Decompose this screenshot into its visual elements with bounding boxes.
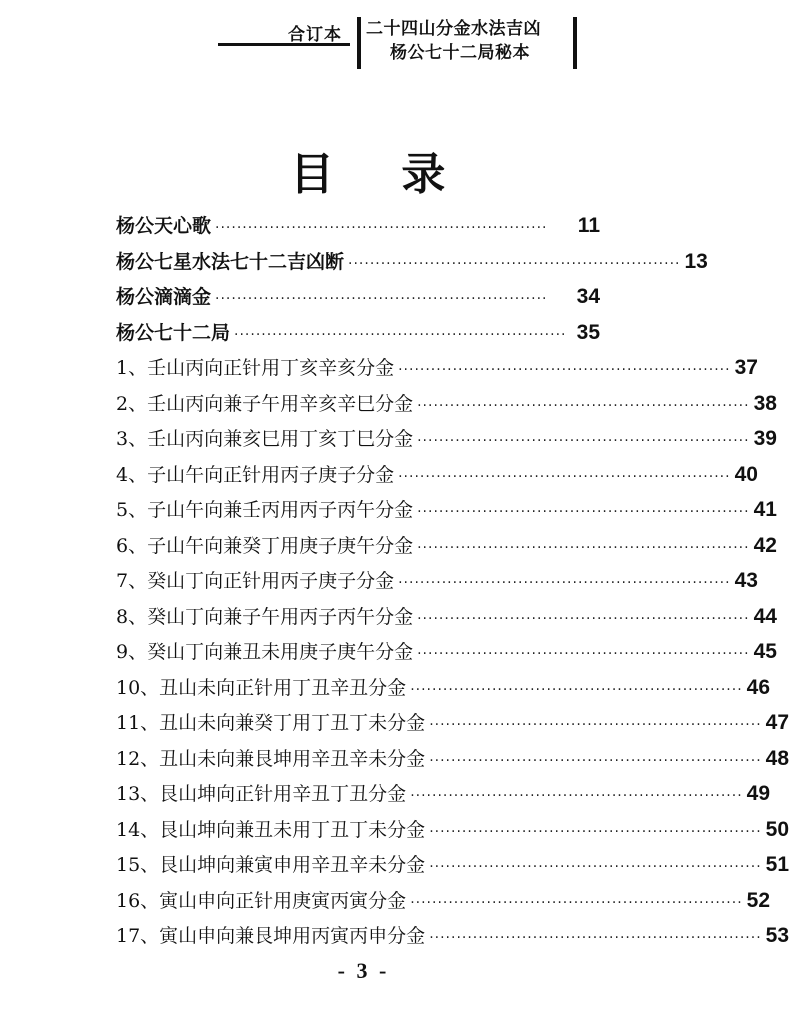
toc-entry[interactable] [116, 495, 777, 531]
toc-entry-label: 8、癸山丁向兼子午用丙子丙午分金 [116, 605, 414, 628]
toc-entry-page: 49 [746, 782, 771, 805]
toc-section-entry[interactable] [116, 282, 600, 318]
dot-leader: ····························································· [410, 681, 743, 698]
toc-entry-page: 45 [753, 640, 777, 663]
dot-leader: ····························································· [234, 326, 567, 343]
toc-entry-page: 41 [753, 498, 777, 521]
toc-entry[interactable] [116, 779, 771, 815]
header-book-title-line2: 杨公七十二局秘本 [390, 43, 530, 63]
toc-entry[interactable] [116, 815, 789, 851]
dot-leader: ····························································· [417, 646, 750, 662]
dot-leader: ····························································· [215, 291, 548, 307]
toc-entry[interactable] [116, 424, 777, 460]
toc-entry-page: 11 [577, 214, 600, 237]
toc-entry-page: 51 [765, 853, 789, 876]
dot-leader: ····························································· [410, 894, 743, 911]
toc-entry-label: 杨公七十二局 [116, 321, 231, 344]
toc-entry-page: 38 [753, 391, 777, 415]
toc-entry[interactable] [116, 921, 789, 957]
dot-leader: ····························································· [417, 610, 750, 627]
toc-entry-label: 7、癸山丁向正针用丙子庚子分金 [116, 570, 395, 592]
toc-entry-label: 杨公滴滴金 [116, 286, 212, 308]
toc-entry-label: 1、壬山丙向正针用丁亥辛亥分金 [116, 357, 395, 379]
toc-entry[interactable] [116, 460, 758, 496]
header-divider-left [357, 17, 361, 69]
toc-entry-page: 43 [734, 569, 758, 592]
dot-leader: ····························································· [429, 859, 762, 875]
header-collection-label: 合订本 [288, 25, 342, 45]
toc-entry-label: 12、丑山未向兼艮坤用辛丑辛未分金 [116, 747, 426, 770]
toc-entry-label: 杨公天心歌 [116, 215, 212, 237]
header-book-title-line1: 二十四山分金水法吉凶 [366, 19, 541, 39]
dot-leader: ····························································· [429, 823, 762, 840]
toc-entry-label: 15、艮山坤向兼寅申用辛丑辛未分金 [116, 854, 426, 876]
toc-entry-label: 9、癸山丁向兼丑未用庚子庚午分金 [116, 641, 414, 663]
toc-entry-label: 5、子山午向兼壬丙用丙子丙午分金 [116, 499, 414, 521]
dot-leader: ····························································· [215, 220, 548, 236]
toc-entry-page: 34 [576, 285, 600, 308]
toc-entry-page: 39 [753, 427, 777, 450]
toc-section-entry[interactable] [116, 318, 600, 354]
toc-entry-label: 13、艮山坤向正针用辛丑丁丑分金 [116, 783, 407, 805]
dot-leader: ····························································· [417, 433, 750, 449]
dot-leader: ····························································· [398, 468, 731, 485]
toc-entry[interactable] [116, 602, 777, 638]
toc-entry-label: 10、丑山未向正针用丁丑辛丑分金 [116, 676, 407, 699]
page-title: 目 录 [290, 149, 472, 200]
dot-leader: ····························································· [417, 539, 750, 556]
page-number: - 3 - [337, 958, 387, 983]
toc-entry[interactable] [116, 673, 771, 709]
table-of-contents [116, 211, 789, 957]
header-divider-right [573, 17, 577, 69]
toc-entry[interactable] [116, 531, 777, 567]
toc-entry-page: 50 [765, 817, 789, 841]
dot-leader: ····························································· [398, 575, 731, 591]
toc-entry-label: 16、寅山申向正针用庚寅丙寅分金 [116, 889, 407, 912]
toc-entry-label: 14、艮山坤向兼丑未用丁丑丁未分金 [116, 818, 426, 841]
toc-entry-page: 42 [753, 533, 777, 557]
dot-leader: ····························································· [348, 255, 681, 272]
dot-leader: ····························································· [398, 362, 731, 378]
toc-entry-label: 3、壬山丙向兼亥巳用丁亥丁巳分金 [116, 428, 414, 450]
toc-entry-page: 46 [746, 675, 771, 699]
toc-entry[interactable] [116, 708, 789, 744]
dot-leader: ····························································· [429, 930, 762, 946]
toc-entry-label: 17、寅山申向兼艮坤用丙寅丙申分金 [116, 925, 426, 947]
toc-entry-page: 13 [684, 249, 708, 273]
toc-entry[interactable] [116, 744, 789, 780]
dot-leader: ····························································· [429, 717, 762, 733]
dot-leader: ····························································· [410, 788, 743, 804]
toc-entry-page: 53 [765, 924, 789, 947]
toc-entry[interactable] [116, 389, 777, 425]
toc-entry-label: 11、丑山未向兼癸丁用丁丑丁未分金 [116, 712, 426, 734]
toc-section-entry[interactable] [116, 247, 708, 283]
toc-entry[interactable] [116, 637, 777, 673]
toc-entry-label: 4、子山午向正针用丙子庚子分金 [116, 463, 395, 486]
toc-entry[interactable] [116, 850, 789, 886]
toc-entry-page: 44 [753, 604, 777, 628]
toc-entry-label: 6、子山午向兼癸丁用庚子庚午分金 [116, 534, 414, 557]
dot-leader: ····························································· [429, 752, 762, 769]
dot-leader: ····························································· [417, 397, 750, 414]
toc-entry-page: 48 [765, 746, 789, 770]
toc-entry[interactable] [116, 886, 771, 922]
dot-leader: ····························································· [417, 504, 750, 520]
toc-entry[interactable] [116, 353, 758, 389]
toc-entry[interactable] [116, 566, 758, 602]
header-book-title [366, 17, 570, 65]
toc-entry-page: 47 [765, 711, 789, 734]
toc-entry-page: 35 [576, 320, 600, 344]
toc-entry-label: 2、壬山丙向兼子午用辛亥辛巳分金 [116, 392, 414, 415]
toc-entry-page: 40 [734, 462, 758, 486]
toc-entry-page: 52 [746, 888, 771, 912]
toc-entry-page: 37 [734, 356, 758, 379]
toc-section-entry[interactable] [116, 211, 600, 247]
toc-entry-label: 杨公七星水法七十二吉凶断 [116, 250, 345, 273]
